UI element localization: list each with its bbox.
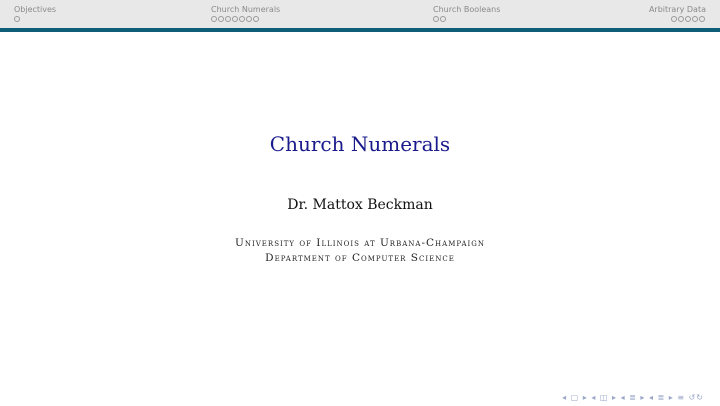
frame-dot-icon[interactable] bbox=[671, 16, 677, 22]
slide-title: Church Numerals bbox=[269, 132, 451, 156]
nav-align-icon[interactable]: ≡ bbox=[677, 393, 686, 402]
section-header-bar bbox=[0, 0, 720, 28]
frame-dot-icon[interactable] bbox=[225, 16, 231, 22]
section-church-numerals[interactable] bbox=[211, 4, 280, 24]
institute-university: University of Illinois at Urbana-Champaign bbox=[235, 237, 485, 249]
nav-search-icon[interactable]: ↺↻ bbox=[688, 393, 704, 402]
section-label[interactable]: Arbitrary Data bbox=[648, 5, 706, 14]
nav-slide-icon[interactable]: ◂ ▢ ▸ bbox=[562, 393, 588, 402]
frame-dot-icon[interactable] bbox=[232, 16, 238, 22]
section-label[interactable]: Church Numerals bbox=[211, 5, 281, 14]
frame-dot-icon[interactable] bbox=[692, 16, 698, 22]
section-label[interactable]: Church Booleans bbox=[433, 5, 501, 14]
frame-dots bbox=[14, 16, 56, 24]
section-arbitrary-data[interactable] bbox=[649, 4, 706, 24]
frame-dots bbox=[649, 16, 706, 24]
slide-institute bbox=[0, 236, 720, 266]
nav-subsection-icon[interactable]: ◂ ≣ ▸ bbox=[648, 393, 674, 402]
frame-dot-icon[interactable] bbox=[685, 16, 691, 22]
frame-dot-icon[interactable] bbox=[699, 16, 705, 22]
nav-frame-icon[interactable]: ◂ ◫ ▸ bbox=[591, 393, 618, 402]
section-objectives[interactable] bbox=[14, 4, 56, 24]
frame-dot-icon[interactable] bbox=[246, 16, 252, 22]
frame-dot-icon[interactable] bbox=[433, 16, 439, 22]
header-rule bbox=[0, 28, 720, 32]
nav-section-icon[interactable]: ◂ ≣ ▸ bbox=[620, 393, 646, 402]
section-church-booleans[interactable] bbox=[433, 4, 500, 24]
slide-author: Dr. Mattox Beckman bbox=[287, 197, 433, 213]
frame-dot-icon[interactable] bbox=[678, 16, 684, 22]
frame-dot-icon[interactable] bbox=[253, 16, 259, 22]
section-label[interactable]: Objectives bbox=[14, 5, 57, 14]
frame-dot-icon[interactable] bbox=[440, 16, 446, 22]
frame-dots bbox=[211, 16, 280, 24]
frame-dot-icon[interactable] bbox=[218, 16, 224, 22]
frame-dots bbox=[433, 16, 500, 24]
frame-dot-icon[interactable] bbox=[211, 16, 217, 22]
institute-department: Department of Computer Science bbox=[265, 252, 455, 264]
beamer-navigation-bar bbox=[562, 393, 704, 402]
frame-dot-icon[interactable] bbox=[239, 16, 245, 22]
frame-dot-icon[interactable] bbox=[14, 16, 20, 22]
